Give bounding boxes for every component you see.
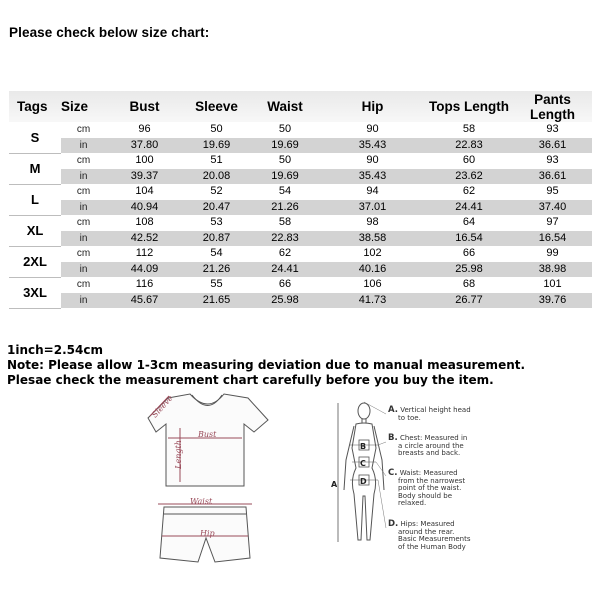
table-cell: 25.98 xyxy=(425,262,513,278)
header-bust: Bust xyxy=(129,99,160,114)
table-cell: 45.67 xyxy=(106,293,183,309)
table-row xyxy=(9,246,592,262)
unit-cell: cm xyxy=(61,215,106,231)
table-cell: 24.41 xyxy=(250,262,320,278)
table-cell: 54 xyxy=(183,246,250,262)
conversion-note: 1inch=2.54cm xyxy=(7,343,103,357)
table-cell: 22.83 xyxy=(250,231,320,247)
table-cell: 96 xyxy=(106,122,183,138)
table-cell: 93 xyxy=(513,153,592,169)
unit-cell: cm xyxy=(61,153,106,169)
table-cell: 20.08 xyxy=(183,169,250,185)
table-cell: 108 xyxy=(106,215,183,231)
table-cell: 53 xyxy=(183,215,250,231)
table-cell: 19.69 xyxy=(250,138,320,154)
table-cell: 38.98 xyxy=(513,262,592,278)
table-cell: 99 xyxy=(513,246,592,262)
letter-a: A xyxy=(331,480,338,489)
table-cell: 40.16 xyxy=(320,262,425,278)
table-cell: 64 xyxy=(425,215,513,231)
table-cell: 116 xyxy=(106,277,183,293)
table-cell: 22.83 xyxy=(425,138,513,154)
table-cell: 36.61 xyxy=(513,138,592,154)
table-cell: 20.47 xyxy=(183,200,250,216)
table-cell: 93 xyxy=(513,122,592,138)
table-cell: 26.77 xyxy=(425,293,513,309)
table-cell: 20.87 xyxy=(183,231,250,247)
table-row xyxy=(9,122,592,138)
table-cell: 41.73 xyxy=(320,293,425,309)
header-size: Size xyxy=(61,99,89,114)
size-chart xyxy=(9,91,592,306)
table-row xyxy=(9,184,592,200)
sleeve-label: Sleeve xyxy=(150,393,175,420)
table-row xyxy=(9,215,592,231)
unit-cell: in xyxy=(61,262,106,278)
table-cell: 19.69 xyxy=(183,138,250,154)
table-cell: 62 xyxy=(425,184,513,200)
size-tag: 3XL xyxy=(9,277,61,308)
table-row xyxy=(9,293,592,309)
table-cell: 62 xyxy=(250,246,320,262)
table-row xyxy=(9,277,592,293)
table-cell: 37.80 xyxy=(106,138,183,154)
letter-d: D xyxy=(360,477,367,486)
hip-label: Hip xyxy=(200,529,215,538)
header-sleeve: Sleeve xyxy=(195,99,238,114)
check-note: Plesae check the measurement chart carefully before you buy the item. xyxy=(7,373,494,387)
waist-label: Waist xyxy=(190,497,213,506)
table-cell: 95 xyxy=(513,184,592,200)
unit-cell: cm xyxy=(61,122,106,138)
length-label: Length xyxy=(173,440,183,469)
table-cell: 50 xyxy=(250,122,320,138)
deviation-note: Note: Please allow 1-3cm measuring deviation due to manual measurement. xyxy=(7,358,526,372)
table-cell: 112 xyxy=(106,246,183,262)
table-cell: 58 xyxy=(250,215,320,231)
table-cell: 21.26 xyxy=(250,200,320,216)
table-cell: 23.62 xyxy=(425,169,513,185)
table-body xyxy=(9,122,592,308)
diagram-drawing xyxy=(0,390,600,600)
size-tag: M xyxy=(9,153,61,184)
table-cell: 94 xyxy=(320,184,425,200)
table-cell: 16.54 xyxy=(425,231,513,247)
page-heading: Please check below size chart: xyxy=(9,25,210,40)
unit-cell: in xyxy=(61,200,106,216)
table-cell: 35.43 xyxy=(320,169,425,185)
bust-label: Bust xyxy=(198,430,217,439)
table-cell: 50 xyxy=(183,122,250,138)
table-cell: 42.52 xyxy=(106,231,183,247)
table-cell: 98 xyxy=(320,215,425,231)
header-tags: Tags xyxy=(17,99,48,114)
table-cell: 21.65 xyxy=(183,293,250,309)
letter-c: C xyxy=(360,459,366,468)
size-tag: XL xyxy=(9,215,61,246)
header-pants-length: Pants Length xyxy=(530,91,575,122)
table-cell: 104 xyxy=(106,184,183,200)
legend-d: D. Hips: Measured around the rear. Basic Measurements of the Human Body xyxy=(388,519,471,551)
letter-b: B xyxy=(360,442,367,451)
table-cell: 19.69 xyxy=(250,169,320,185)
table-cell: 68 xyxy=(425,277,513,293)
size-tag: 2XL xyxy=(9,246,61,277)
table-cell: 21.26 xyxy=(183,262,250,278)
unit-cell: cm xyxy=(61,246,106,262)
unit-cell: in xyxy=(61,169,106,185)
table-cell: 40.94 xyxy=(106,200,183,216)
table-cell: 101 xyxy=(513,277,592,293)
table-cell: 37.40 xyxy=(513,200,592,216)
size-tag: L xyxy=(9,184,61,215)
table-cell: 39.37 xyxy=(106,169,183,185)
unit-cell: in xyxy=(61,293,106,309)
table-cell: 97 xyxy=(513,215,592,231)
table-cell: 54 xyxy=(250,184,320,200)
table-cell: 66 xyxy=(425,246,513,262)
table-cell: 44.09 xyxy=(106,262,183,278)
table-cell: 37.01 xyxy=(320,200,425,216)
table-cell: 36.61 xyxy=(513,169,592,185)
table-cell: 52 xyxy=(183,184,250,200)
table-cell: 58 xyxy=(425,122,513,138)
table-header-row xyxy=(9,91,592,122)
table-cell: 50 xyxy=(250,153,320,169)
unit-cell: cm xyxy=(61,184,106,200)
table-cell: 106 xyxy=(320,277,425,293)
size-table xyxy=(9,91,592,309)
table-cell: 55 xyxy=(183,277,250,293)
table-cell: 66 xyxy=(250,277,320,293)
unit-cell: cm xyxy=(61,277,106,293)
table-row xyxy=(9,231,592,247)
table-cell: 90 xyxy=(320,122,425,138)
table-cell: 90 xyxy=(320,153,425,169)
table-row xyxy=(9,200,592,216)
table-cell: 38.58 xyxy=(320,231,425,247)
table-row xyxy=(9,153,592,169)
legend-b: B. Chest: Measured in a circle around the breasts and back. xyxy=(388,433,468,457)
header-tops-length: Tops Length xyxy=(429,99,509,114)
size-tag: S xyxy=(9,122,61,153)
header-hip: Hip xyxy=(361,99,384,114)
table-row xyxy=(9,138,592,154)
table-cell: 16.54 xyxy=(513,231,592,247)
table-cell: 24.41 xyxy=(425,200,513,216)
unit-cell: in xyxy=(61,138,106,154)
table-row xyxy=(9,169,592,185)
table-cell: 35.43 xyxy=(320,138,425,154)
table-row xyxy=(9,262,592,278)
legend-c: C. Waist: Measured from the narrowest point of the waist. Body should be relaxed. xyxy=(388,468,466,507)
legend-a: A. Vertical height head to toe. xyxy=(388,405,471,422)
table-cell: 51 xyxy=(183,153,250,169)
measurement-diagram xyxy=(0,390,600,600)
notes xyxy=(7,343,525,388)
header-waist: Waist xyxy=(267,99,303,114)
body-figure xyxy=(344,403,384,540)
table-cell: 102 xyxy=(320,246,425,262)
table-cell: 100 xyxy=(106,153,183,169)
table-cell: 39.76 xyxy=(513,293,592,309)
table-cell: 60 xyxy=(425,153,513,169)
unit-cell: in xyxy=(61,231,106,247)
table-cell: 25.98 xyxy=(250,293,320,309)
